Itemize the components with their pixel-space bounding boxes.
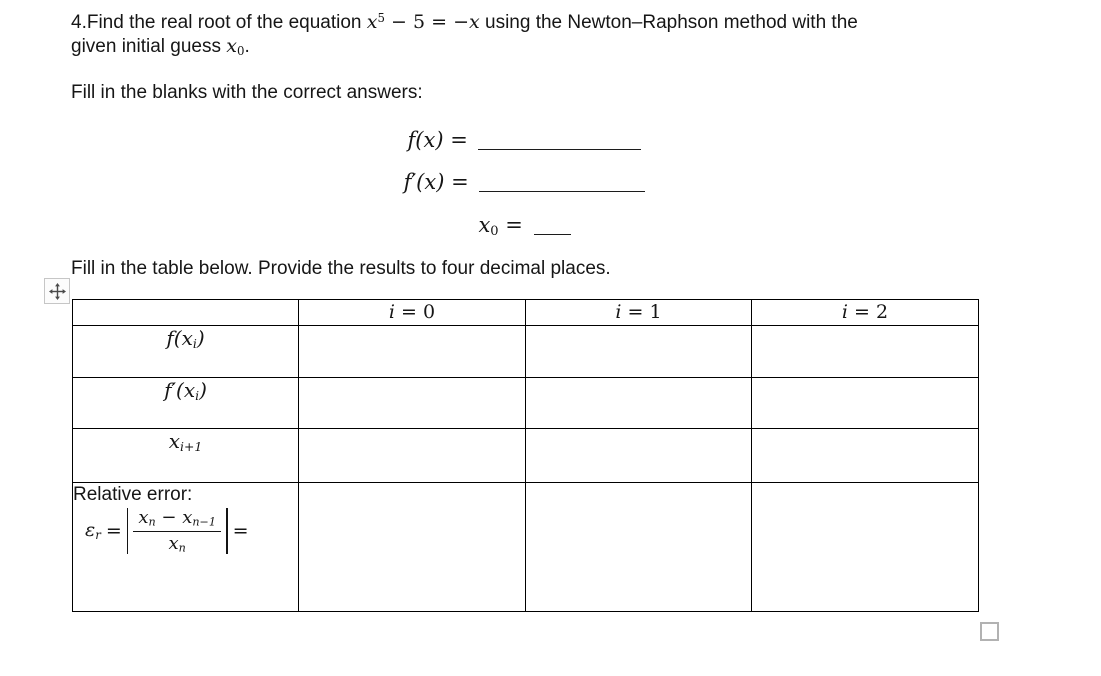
cell-fpxi-i1[interactable] [526,378,752,429]
row-xi1 [73,429,979,483]
fill-blanks-instruction: Fill in the blanks with the correct answers: [71,82,423,103]
math-x: x [366,10,378,33]
row-fxi-label [73,326,299,378]
epsilon: ε [85,519,96,542]
header-i2-rest: = 2 [847,301,889,323]
epsilon-term [85,519,101,542]
cell-fxi-i0[interactable] [299,326,526,378]
header-i0-var: i [388,301,395,323]
problem-statement-line1 [71,5,858,36]
table-move-handle[interactable] [44,278,70,304]
fx-equals: = [443,128,475,152]
relative-error-formula [85,507,298,554]
equation-fx [71,127,978,153]
fill-table-instruction: Fill in the table below. Provide the results to four decimal places. [71,258,611,279]
cell-xi1-i2[interactable] [752,429,979,483]
fpxi-sub: i [195,387,200,403]
header-i0-rest: = 0 [394,301,436,323]
table-resize-handle[interactable] [980,622,999,641]
cell-fpxi-i2[interactable] [752,378,979,429]
cell-relerr-i1[interactable] [526,483,752,612]
problem-statement-line2 [71,33,250,64]
num-x1-sub: n [148,515,156,529]
cell-relerr-i2[interactable] [752,483,979,612]
relative-error-title: Relative error: [73,484,193,505]
problem-text2: given initial guess [71,36,227,57]
fpx-answer-blank[interactable] [479,187,645,192]
fraction-numerator [133,507,221,532]
fpxi-pre: f′(x [164,378,196,402]
fpxi-post: ) [199,378,207,402]
cell-fxi-i1[interactable] [526,326,752,378]
epsilon-sub: r [95,528,101,543]
math-x0: x [226,35,237,57]
row-relative-error [73,483,979,612]
fraction [133,507,221,554]
row-fxi [73,326,979,378]
header-i1-rest: = 1 [621,301,662,323]
equation-x0 [71,212,978,245]
row-fpxi-label [73,378,299,429]
cell-relerr-i0[interactable] [299,483,526,612]
math-x0-sub: 0 [236,43,245,58]
equation-fpx [71,169,978,195]
relerr-equals2: = [232,519,249,542]
header-i2-var: i [841,301,848,323]
math-x2: x [469,10,480,33]
cell-xi1-i1[interactable] [526,429,752,483]
problem-text: 4.Find the real root of the equation [71,11,367,33]
header-i2 [752,300,979,326]
num-x1: x [138,507,149,528]
num-x2-sub: n−1 [192,515,217,529]
fxi-sub: i [192,335,197,351]
x0-equals: = [498,213,530,237]
xi1-sub: i+1 [180,438,203,454]
fxi-post: ) [196,326,205,350]
fpx-equals: = [444,170,476,194]
x0-answer-blank[interactable] [534,230,571,235]
results-table [72,299,979,612]
cell-xi1-i0[interactable] [299,429,526,483]
cell-fpxi-i0[interactable] [299,378,526,429]
den-x: x [168,532,179,554]
fx-label: f(x) [407,128,444,152]
xi1-pre: x [168,429,181,453]
math-equation-mid: − 5 = − [384,10,469,33]
cell-fxi-i2[interactable] [752,326,979,378]
abs-bar-right [226,508,228,554]
header-i0 [299,300,526,326]
fpx-label: f′(x) [403,170,445,194]
row-xi1-label [73,429,299,483]
num-x2: x [182,507,193,528]
header-i1-var: i [615,301,622,323]
relerr-equals1: = [105,519,122,542]
math-exponent: 5 [377,11,385,25]
num-minus: − [155,507,183,528]
problem-period: . [244,36,250,57]
header-i1 [526,300,752,326]
header-empty-cell [73,300,299,326]
table-header-row [73,300,979,326]
abs-bar-left [127,508,129,554]
row-fpxi [73,378,979,429]
problem-text-cont: using the Newton–Raphson method with the [479,11,858,33]
row-relerr-label [73,483,299,612]
move-icon [49,283,66,300]
fxi-pre: f(x [166,326,193,350]
fx-answer-blank[interactable] [478,145,641,150]
fraction-denominator [133,532,221,555]
x0-label-sub: 0 [490,224,499,240]
x0-label: x [478,213,491,237]
den-x-sub: n [178,541,186,555]
